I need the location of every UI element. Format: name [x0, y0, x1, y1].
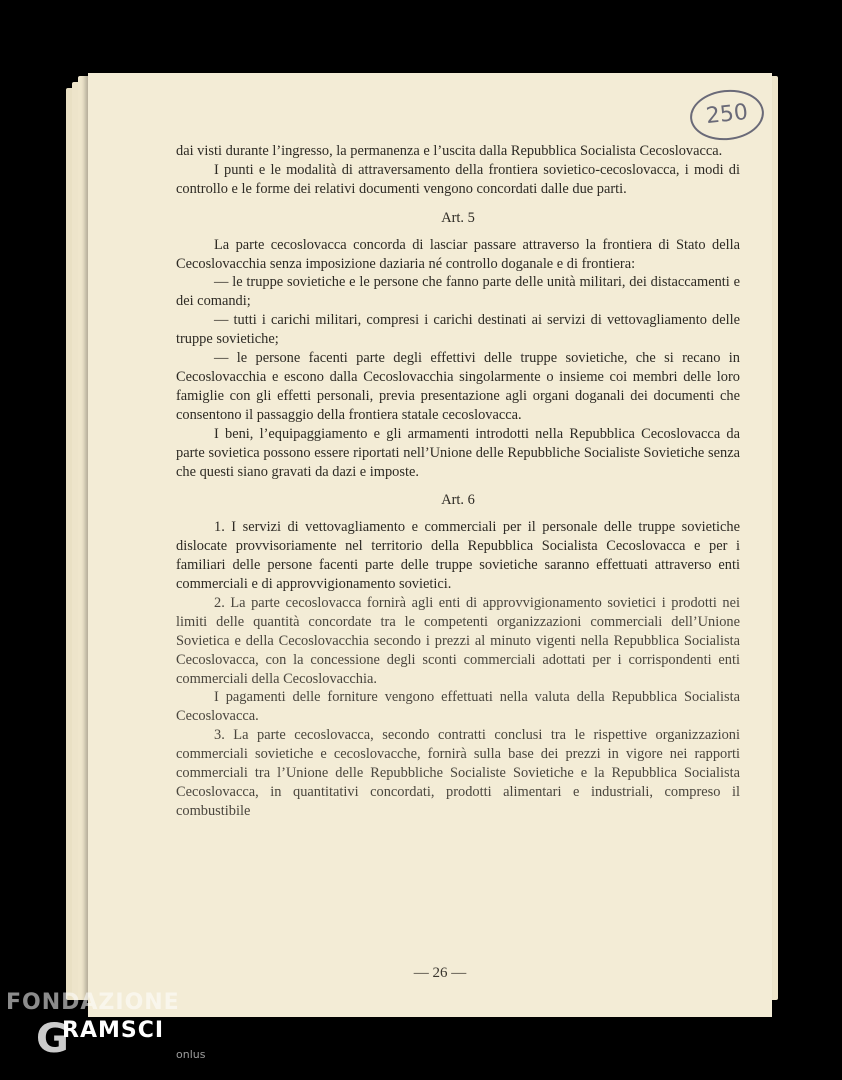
paragraph-7: I beni, l’equipaggiamento e gli armamenti introdotti nella Repubblica Cecoslovacca da parte sovietica possono essere riportati nell’Unione delle Repubbliche Socialiste Sovietiche senza che questi siano gravati da dazi e imposte. [176, 425, 740, 480]
paragraph-9: 2. La parte cecoslovacca fornirà agli enti di approvvigionamento sovietici i prodotti nei limiti delle quantità concordate tra le competenti organizzazioni commerciali dell’Unione Sovietica e della Cecoslovacchia secondo i prezzi al minuto vigenti nella Repubblica Socialista Cecoslovacca, con la concessione degli sconti commerciali adottati per i corrispondenti enti commerciali della Cecoslovacchia. [176, 594, 740, 687]
paragraph-8: 1. I servizi di vettovagliamento e commerciali per il personale delle truppe sovietiche dislocate provvisoriamente nel territorio della Repubblica Socialista Cecoslovacca e per i familiari delle persone facenti parte delle truppe sovietiche saranno effettuati attraverso enti commerciali e di approvvigionamento sovietici. [176, 519, 740, 593]
fondazione-gramsci-logo [6, 990, 226, 1076]
list-item-cargo: — tutti i carichi militari, compresi i carichi destinati ai servizi di vettovagliamento delle truppe sovietiche; [176, 312, 740, 348]
paragraph-2: I punti e le modalità di attraversamento della frontiera sovietico-cecoslovacca, i modi di controllo e le forme dei relativi documenti vengono concordati dalle due parti. [176, 161, 740, 197]
logo-line-1: FONDAZIONE [6, 990, 180, 1015]
list-item-troops: — le truppe sovietiche e le persone che fanno parte delle unità militari, dei distaccamenti e dei comandi; [176, 274, 740, 310]
document-body [176, 142, 740, 821]
logo-line-2: RAMSCI [62, 1018, 165, 1043]
paragraph-3: La parte cecoslovacca concorda di lasciar passare attraverso la frontiera di Stato della Cecoslovacchia senza imposizione daziaria né controllo doganale e di frontiera: [176, 236, 740, 272]
paragraph-11: 3. La parte cecoslovacca, secondo contratti conclusi tra le rispettive organizzazioni commerciali sovietiche e cecoslovacche, fornirà sulla base dei prezzi in vigore nei rapporti commerciali tra l’Unione delle Repubbliche Socialiste Sovietiche e la Repubblica Socialista Cecoslovacca, in quantitativi concordati, prodotti alimentari e industriali, compreso il combustibile [176, 727, 740, 819]
article-5-heading: Art. 5 [441, 209, 475, 226]
logo-line-3: onlus [176, 1048, 206, 1061]
paragraph-10: I pagamenti delle forniture vengono effettuati nella valuta della Repubblica Socialista Cecoslovacca. [176, 689, 740, 725]
article-6-heading: Art. 6 [441, 492, 475, 509]
page-folio: — 26 — [413, 965, 467, 981]
paragraph-1: dai visti durante l’ingresso, la permanenza e l’uscita dalla Repubblica Socialista Cecoslovacca. [176, 143, 723, 159]
logo-g-glyph: G [36, 1016, 69, 1062]
page-number-stamp: 250 [688, 86, 767, 143]
list-item-personnel: — le persone facenti parte degli effettivi delle truppe sovietiche, che si recano in Cecoslovacchia e escono dalla Cecoslovacchia singolarmente o insieme coi membri delle loro famiglie con gli effetti personali, previa presentazione agli organi doganali dei documenti che consentono il passaggio della frontiera statale cecoslovacca. [176, 350, 740, 423]
